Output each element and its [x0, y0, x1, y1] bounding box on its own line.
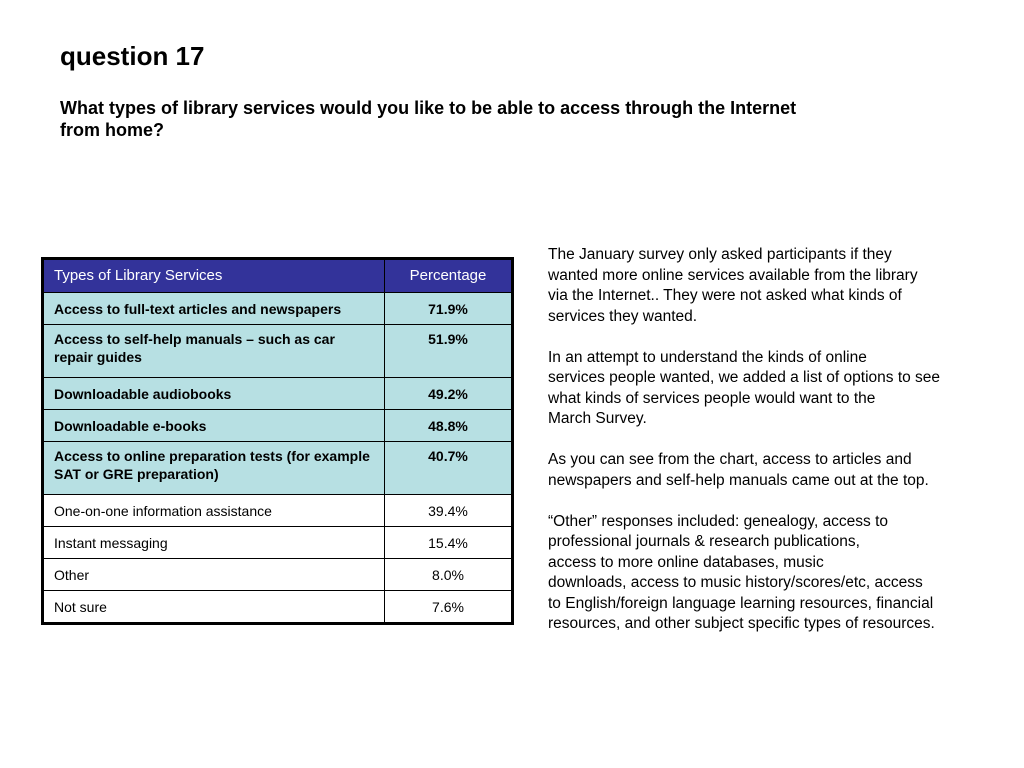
percentage-cell: 8.0%	[385, 559, 513, 591]
header-row	[43, 259, 513, 293]
table-row	[43, 378, 513, 410]
side-notes	[548, 245, 988, 655]
table-row	[43, 442, 513, 495]
service-cell: Not sure	[43, 591, 385, 624]
table-row	[43, 293, 513, 325]
percentage-cell: 51.9%	[385, 325, 513, 378]
question-text: What types of library services would you like to be able to access through the Internet from home?	[60, 98, 797, 140]
service-cell: Other	[43, 559, 385, 591]
percentage-cell: 15.4%	[385, 527, 513, 559]
table-row	[43, 495, 513, 527]
note-paragraph: The January survey only asked participants if they wanted more online services available from the library via the Internet.. They were not asked what kinds of services they wanted.	[548, 246, 918, 325]
service-cell: Access to full-text articles and newspapers	[43, 293, 385, 325]
table-body	[43, 293, 513, 624]
service-cell: One-on-one information assistance	[43, 495, 385, 527]
table-row	[43, 325, 513, 378]
table-row	[43, 591, 513, 624]
table-header	[43, 259, 513, 293]
header-services: Types of Library Services	[43, 259, 385, 293]
note-paragraph: “Other” responses included: genealogy, access to professional journals & research publications, access to more online databases, music downloads, access to music history/scores/etc, access to English/foreign language learning resources, financial resources, and other subject specific types of resources.	[548, 512, 935, 632]
service-cell: Access to online preparation tests (for example SAT or GRE preparation)	[43, 442, 385, 495]
services-table	[41, 257, 514, 625]
percentage-cell: 71.9%	[385, 293, 513, 325]
table-row	[43, 527, 513, 559]
service-cell: Instant messaging	[43, 527, 385, 559]
percentage-cell: 40.7%	[385, 442, 513, 495]
table-row	[43, 559, 513, 591]
percentage-cell: 49.2%	[385, 378, 513, 410]
percentage-cell: 48.8%	[385, 410, 513, 442]
note-paragraph: As you can see from the chart, access to articles and newspapers and self-help manuals came out at the top.	[548, 451, 929, 489]
header-percentage: Percentage	[385, 259, 513, 293]
percentage-cell: 7.6%	[385, 591, 513, 624]
percentage-cell: 39.4%	[385, 495, 513, 527]
service-cell: Downloadable e-books	[43, 410, 385, 442]
note-paragraph: In an attempt to understand the kinds of online services people wanted, we added a list of options to see what kinds of services people would want to the March Survey.	[548, 348, 941, 427]
table-row	[43, 410, 513, 442]
page-title: question 17	[60, 41, 205, 71]
service-cell: Access to self-help manuals – such as car repair guides	[43, 325, 385, 378]
service-cell: Downloadable audiobooks	[43, 378, 385, 410]
